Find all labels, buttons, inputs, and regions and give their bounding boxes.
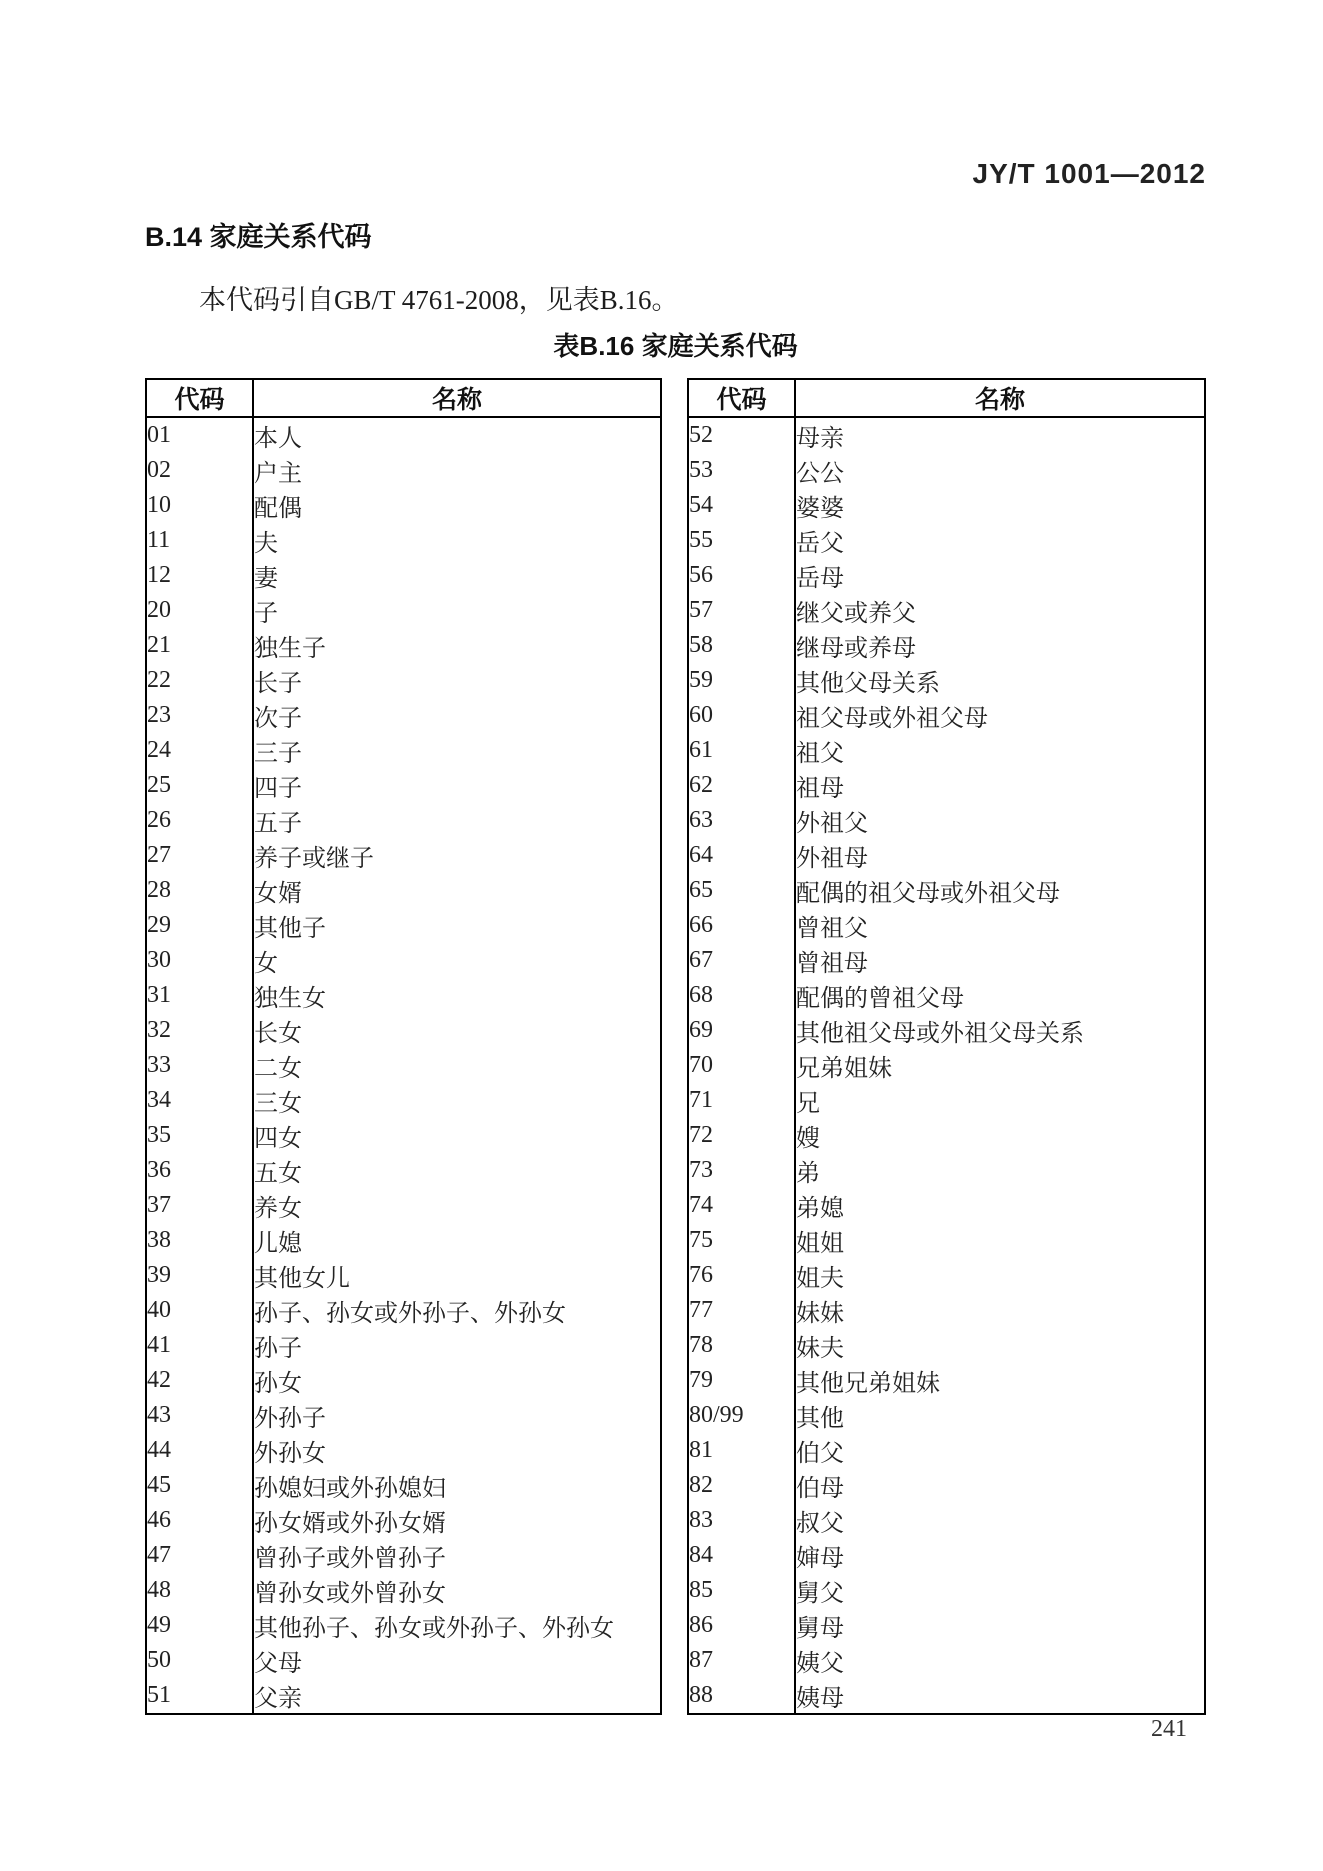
table-row [146,417,661,453]
code-cell: 40 [146,1293,253,1328]
name-cell: 其他 [796,1406,844,1432]
code-cell: 25 [146,768,253,803]
table-row [146,1328,661,1363]
code-cell: 80/99 [688,1398,795,1433]
table-row [688,1293,1205,1328]
name-cell: 姨母 [796,1686,844,1712]
name-cell: 兄弟姐妹 [796,1056,892,1082]
table-row [146,698,661,733]
table-row [688,733,1205,768]
code-cell: 01 [146,417,253,453]
code-cell: 53 [688,453,795,488]
code-cell: 56 [688,558,795,593]
code-cell: 10 [146,488,253,523]
name-cell: 配偶的曾祖父母 [796,986,964,1012]
code-table-right [687,378,1206,1715]
table-row [688,1328,1205,1363]
doc-number: JY/T 1001—2012 [972,158,1206,189]
code-cell: 34 [146,1083,253,1118]
code-cell: 58 [688,628,795,663]
code-cell: 82 [688,1468,795,1503]
code-cell: 36 [146,1153,253,1188]
code-cell: 79 [688,1363,795,1398]
table-row [688,1363,1205,1398]
name-cell: 其他孙子、孙女或外孙子、外孙女 [254,1616,614,1642]
name-cell: 叔父 [796,1511,844,1537]
table-row [146,1293,661,1328]
name-cell: 父亲 [254,1686,302,1712]
code-cell: 76 [688,1258,795,1293]
name-cell: 其他女儿 [254,1266,350,1292]
name-cell: 母亲 [796,426,844,452]
code-cell: 63 [688,803,795,838]
section-heading: B.14 家庭关系代码 [145,222,372,252]
name-column-header: 名称 [795,379,1205,417]
name-cell: 四女 [254,1126,302,1152]
code-cell: 11 [146,523,253,558]
name-cell: 姐夫 [796,1266,844,1292]
name-cell: 其他祖父母或外祖父母关系 [796,1021,1084,1047]
table-row [146,1678,661,1714]
table-row [146,523,661,558]
table-row [146,558,661,593]
code-cell: 69 [688,1013,795,1048]
code-cell: 52 [688,417,795,453]
table-row [688,1398,1205,1433]
name-cell: 曾祖父 [796,916,868,942]
name-cell: 三女 [254,1091,302,1117]
name-cell: 继母或养母 [796,636,916,662]
table-row [146,1188,661,1223]
table-row [688,558,1205,593]
name-cell: 曾祖母 [796,951,868,977]
code-cell: 28 [146,873,253,908]
table-row [688,1538,1205,1573]
table-row [688,1258,1205,1293]
code-cell: 75 [688,1223,795,1258]
table-row [688,1118,1205,1153]
name-cell: 外孙女 [254,1441,326,1467]
name-cell: 次子 [254,706,302,732]
table-row [146,1573,661,1608]
name-cell: 婆婆 [796,496,844,522]
table-row [688,523,1205,558]
name-cell: 五子 [254,811,302,837]
name-cell: 本人 [254,426,302,452]
name-cell: 五女 [254,1161,302,1187]
name-cell: 岳父 [796,531,844,557]
table-row [688,488,1205,523]
name-cell: 继父或养父 [796,601,916,627]
table-row [146,1083,661,1118]
table-row [688,873,1205,908]
code-cell: 59 [688,663,795,698]
name-cell: 岳母 [796,566,844,592]
name-cell: 女婿 [254,881,302,907]
table-row [146,1433,661,1468]
table-row [688,1223,1205,1258]
code-cell: 54 [688,488,795,523]
code-cell: 46 [146,1503,253,1538]
table-row [688,453,1205,488]
code-cell: 23 [146,698,253,733]
name-cell: 姐姐 [796,1231,844,1257]
code-cell: 20 [146,593,253,628]
name-cell: 配偶 [254,496,302,522]
name-cell: 妹妹 [796,1301,844,1327]
table-row [146,488,661,523]
code-cell: 29 [146,908,253,943]
family-relation-code-tables [145,378,1206,1715]
code-cell: 60 [688,698,795,733]
name-cell: 伯母 [796,1476,844,1502]
name-cell: 养女 [254,1196,302,1222]
table-row [688,978,1205,1013]
table-header-row [688,379,1205,417]
code-cell: 81 [688,1433,795,1468]
code-cell: 02 [146,453,253,488]
table-caption: 表B.16 家庭关系代码 [553,331,798,361]
code-cell: 71 [688,1083,795,1118]
name-cell: 曾孙子或外曾孙子 [254,1546,446,1572]
code-column-header: 代码 [688,379,795,417]
table-row [688,1188,1205,1223]
table-row [146,628,661,663]
table-row [146,943,661,978]
code-cell: 39 [146,1258,253,1293]
name-cell: 弟媳 [796,1196,844,1222]
code-cell: 87 [688,1643,795,1678]
code-cell: 27 [146,838,253,873]
table-row [146,1223,661,1258]
name-cell: 其他父母关系 [796,671,940,697]
name-cell: 祖父母或外祖父母 [796,706,988,732]
name-cell: 二女 [254,1056,302,1082]
code-cell: 55 [688,523,795,558]
code-cell: 61 [688,733,795,768]
table-row [146,803,661,838]
name-cell: 婶母 [796,1546,844,1572]
name-cell: 外孙子 [254,1406,326,1432]
code-cell: 85 [688,1573,795,1608]
name-cell: 独生子 [254,636,326,662]
code-cell: 57 [688,593,795,628]
name-cell: 养子或继子 [254,846,374,872]
code-cell: 42 [146,1363,253,1398]
table-row [146,1398,661,1433]
table-row [146,978,661,1013]
code-cell: 37 [146,1188,253,1223]
table-row [146,1118,661,1153]
name-cell: 孙女 [254,1371,302,1397]
table-row [688,593,1205,628]
code-cell: 77 [688,1293,795,1328]
name-cell: 妻 [254,566,278,592]
table-row [146,1608,661,1643]
code-cell: 84 [688,1538,795,1573]
code-cell: 41 [146,1328,253,1363]
code-cell: 86 [688,1608,795,1643]
name-cell: 舅母 [796,1616,844,1642]
name-cell: 孙子、孙女或外孙子、外孙女 [254,1301,566,1327]
intro-paragraph: 本代码引自GB/T 4761-2008，见表B.16。 [199,285,679,315]
name-cell: 独生女 [254,986,326,1012]
code-cell: 22 [146,663,253,698]
code-cell: 48 [146,1573,253,1608]
code-cell: 35 [146,1118,253,1153]
code-cell: 31 [146,978,253,1013]
table-body-right [688,417,1205,1714]
name-cell: 孙子 [254,1336,302,1362]
table-row [688,1678,1205,1714]
code-cell: 83 [688,1503,795,1538]
table-row [688,943,1205,978]
code-cell: 32 [146,1013,253,1048]
code-cell: 24 [146,733,253,768]
code-cell: 50 [146,1643,253,1678]
name-cell: 妹夫 [796,1336,844,1362]
name-column-header: 名称 [253,379,661,417]
code-cell: 73 [688,1153,795,1188]
table-row [688,628,1205,663]
name-cell: 曾孙女或外曾孙女 [254,1581,446,1607]
code-table-left [145,378,662,1715]
name-cell: 长女 [254,1021,302,1047]
table-row [688,698,1205,733]
name-cell: 户主 [254,461,302,487]
name-cell: 外祖母 [796,846,868,872]
name-cell: 孙媳妇或外孙媳妇 [254,1476,446,1502]
code-cell: 49 [146,1608,253,1643]
code-cell: 88 [688,1678,795,1714]
table-row [146,1048,661,1083]
table-row [688,908,1205,943]
table-row [688,663,1205,698]
name-cell: 父母 [254,1651,302,1677]
name-cell: 祖母 [796,776,844,802]
name-cell: 外祖父 [796,811,868,837]
code-cell: 62 [688,768,795,803]
table-row [688,1083,1205,1118]
code-cell: 70 [688,1048,795,1083]
name-cell: 三子 [254,741,302,767]
code-cell: 78 [688,1328,795,1363]
table-row [146,768,661,803]
name-cell: 配偶的祖父母或外祖父母 [796,881,1060,907]
code-cell: 47 [146,1538,253,1573]
table-row [146,838,661,873]
code-column-header: 代码 [146,379,253,417]
code-cell: 26 [146,803,253,838]
table-row [146,733,661,768]
table-row [146,1013,661,1048]
code-cell: 38 [146,1223,253,1258]
table-row [688,417,1205,453]
code-cell: 21 [146,628,253,663]
table-row [688,1608,1205,1643]
code-cell: 33 [146,1048,253,1083]
code-cell: 67 [688,943,795,978]
table-row [146,908,661,943]
table-row [146,453,661,488]
name-cell: 姨父 [796,1651,844,1677]
code-cell: 68 [688,978,795,1013]
table-row [688,1433,1205,1468]
name-cell: 嫂 [796,1126,820,1152]
table-row [146,873,661,908]
table-row [688,803,1205,838]
name-cell: 兄 [796,1091,820,1117]
table-row [688,1573,1205,1608]
name-cell: 弟 [796,1161,820,1187]
table-row [146,1153,661,1188]
name-cell: 女 [254,951,278,977]
table-row [688,768,1205,803]
table-row [146,1363,661,1398]
code-cell: 74 [688,1188,795,1223]
code-cell: 51 [146,1678,253,1714]
table-row [146,1258,661,1293]
table-row [688,1503,1205,1538]
name-cell: 伯父 [796,1441,844,1467]
code-cell: 43 [146,1398,253,1433]
name-cell: 夫 [254,531,278,557]
name-cell: 祖父 [796,741,844,767]
table-row [688,838,1205,873]
table-row [146,663,661,698]
table-row [688,1013,1205,1048]
name-cell: 子 [254,601,278,627]
table-row [688,1048,1205,1083]
table-row [146,1468,661,1503]
table-body-left [146,417,661,1714]
name-cell: 公公 [796,461,844,487]
code-cell: 12 [146,558,253,593]
name-cell: 其他兄弟姐妹 [796,1371,940,1397]
page-number: 241 [1151,1716,1187,1742]
name-cell: 孙女婿或外孙女婿 [254,1511,446,1537]
table-row [146,1503,661,1538]
code-cell: 30 [146,943,253,978]
name-cell: 四子 [254,776,302,802]
table-row [146,1643,661,1678]
code-cell: 65 [688,873,795,908]
table-row [688,1153,1205,1188]
name-cell: 其他子 [254,916,326,942]
table-row [688,1468,1205,1503]
code-cell: 66 [688,908,795,943]
name-cell: 儿媳 [254,1231,302,1257]
code-cell: 44 [146,1433,253,1468]
name-cell: 长子 [254,671,302,697]
table-row [688,1643,1205,1678]
code-cell: 64 [688,838,795,873]
table-row [146,593,661,628]
name-cell: 舅父 [796,1581,844,1607]
code-cell: 45 [146,1468,253,1503]
table-row [146,1538,661,1573]
code-cell: 72 [688,1118,795,1153]
table-header-row [146,379,661,417]
